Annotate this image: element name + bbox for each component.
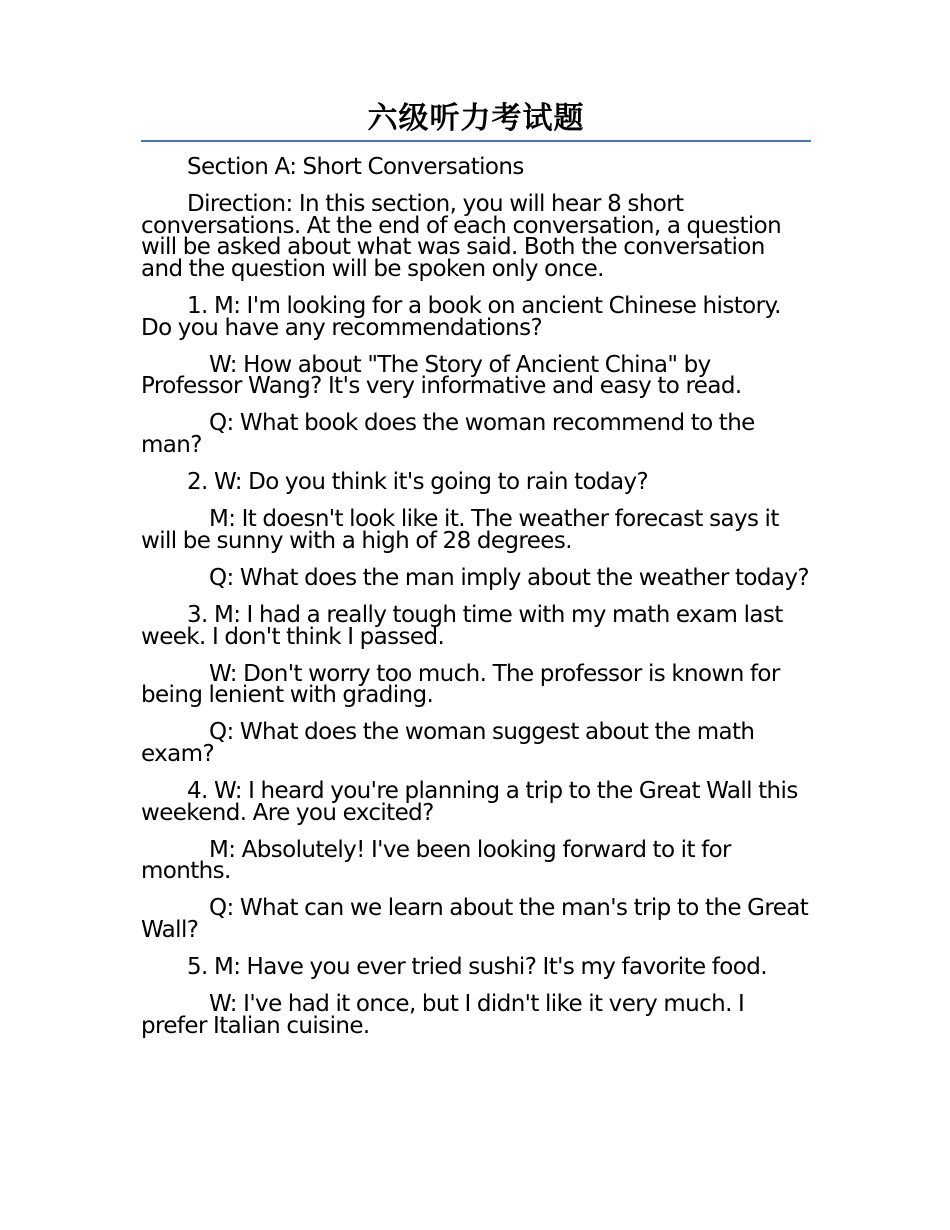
- conversation-2-line-2: M: It doesn't look like it. The weather forecast says it will be sunny with a high of 28 degrees.: [141, 506, 779, 554]
- conversation-3-line-2: W: Don't worry too much. The professor is known for being lenient with grading.: [141, 660, 780, 709]
- conversation-4-line-1: 4. W: I heard you're planning a trip to the Great Wall this weekend. Are you excited?: [141, 777, 798, 826]
- directions-paragraph: Direction: In this section, you will hear 8 short conversations. At the end of each conversation, a question will be asked about what was said. Both the conversation and the question will be spoken only once.: [141, 191, 782, 282]
- conversation-4-question: Q: What can we learn about the man's trip to the Great Wall?: [141, 895, 809, 943]
- conversation-3-line-1: 3. M: I had a really tough time with my math exam last week. I don't think I passed.: [141, 601, 783, 650]
- conversation-3-question: Q: What does the woman suggest about the math exam?: [141, 719, 755, 767]
- section-heading: Section A: Short Conversations: [187, 154, 524, 180]
- conversation-2-line-1: 2. W: Do you think it's going to rain today?: [187, 469, 649, 496]
- conversation-4-line-2: M: Absolutely! I've been looking forward to it for months.: [141, 836, 731, 885]
- document-page: [141, 100, 811, 1053]
- document-title: 六级听力考试题: [367, 101, 585, 136]
- conversation-1-line-1: 1. M: I'm looking for a book on ancient Chinese history. Do you have any recommendations?: [141, 292, 781, 341]
- conversation-2-question: Q: What does the man imply about the weather today?: [209, 564, 809, 591]
- title-underline: [141, 140, 811, 142]
- conversation-5-line-2: W: I've had it once, but I didn't like it very much. I prefer Italian cuisine.: [141, 991, 745, 1039]
- conversation-5-line-1: 5. M: Have you ever tried sushi? It's my favorite food.: [187, 954, 767, 981]
- conversation-1-question: Q: What book does the woman recommend to the man?: [141, 410, 755, 458]
- conversation-1-line-2: W: How about "The Story of Ancient China" by Professor Wang? It's very informative and easy to read.: [141, 351, 742, 400]
